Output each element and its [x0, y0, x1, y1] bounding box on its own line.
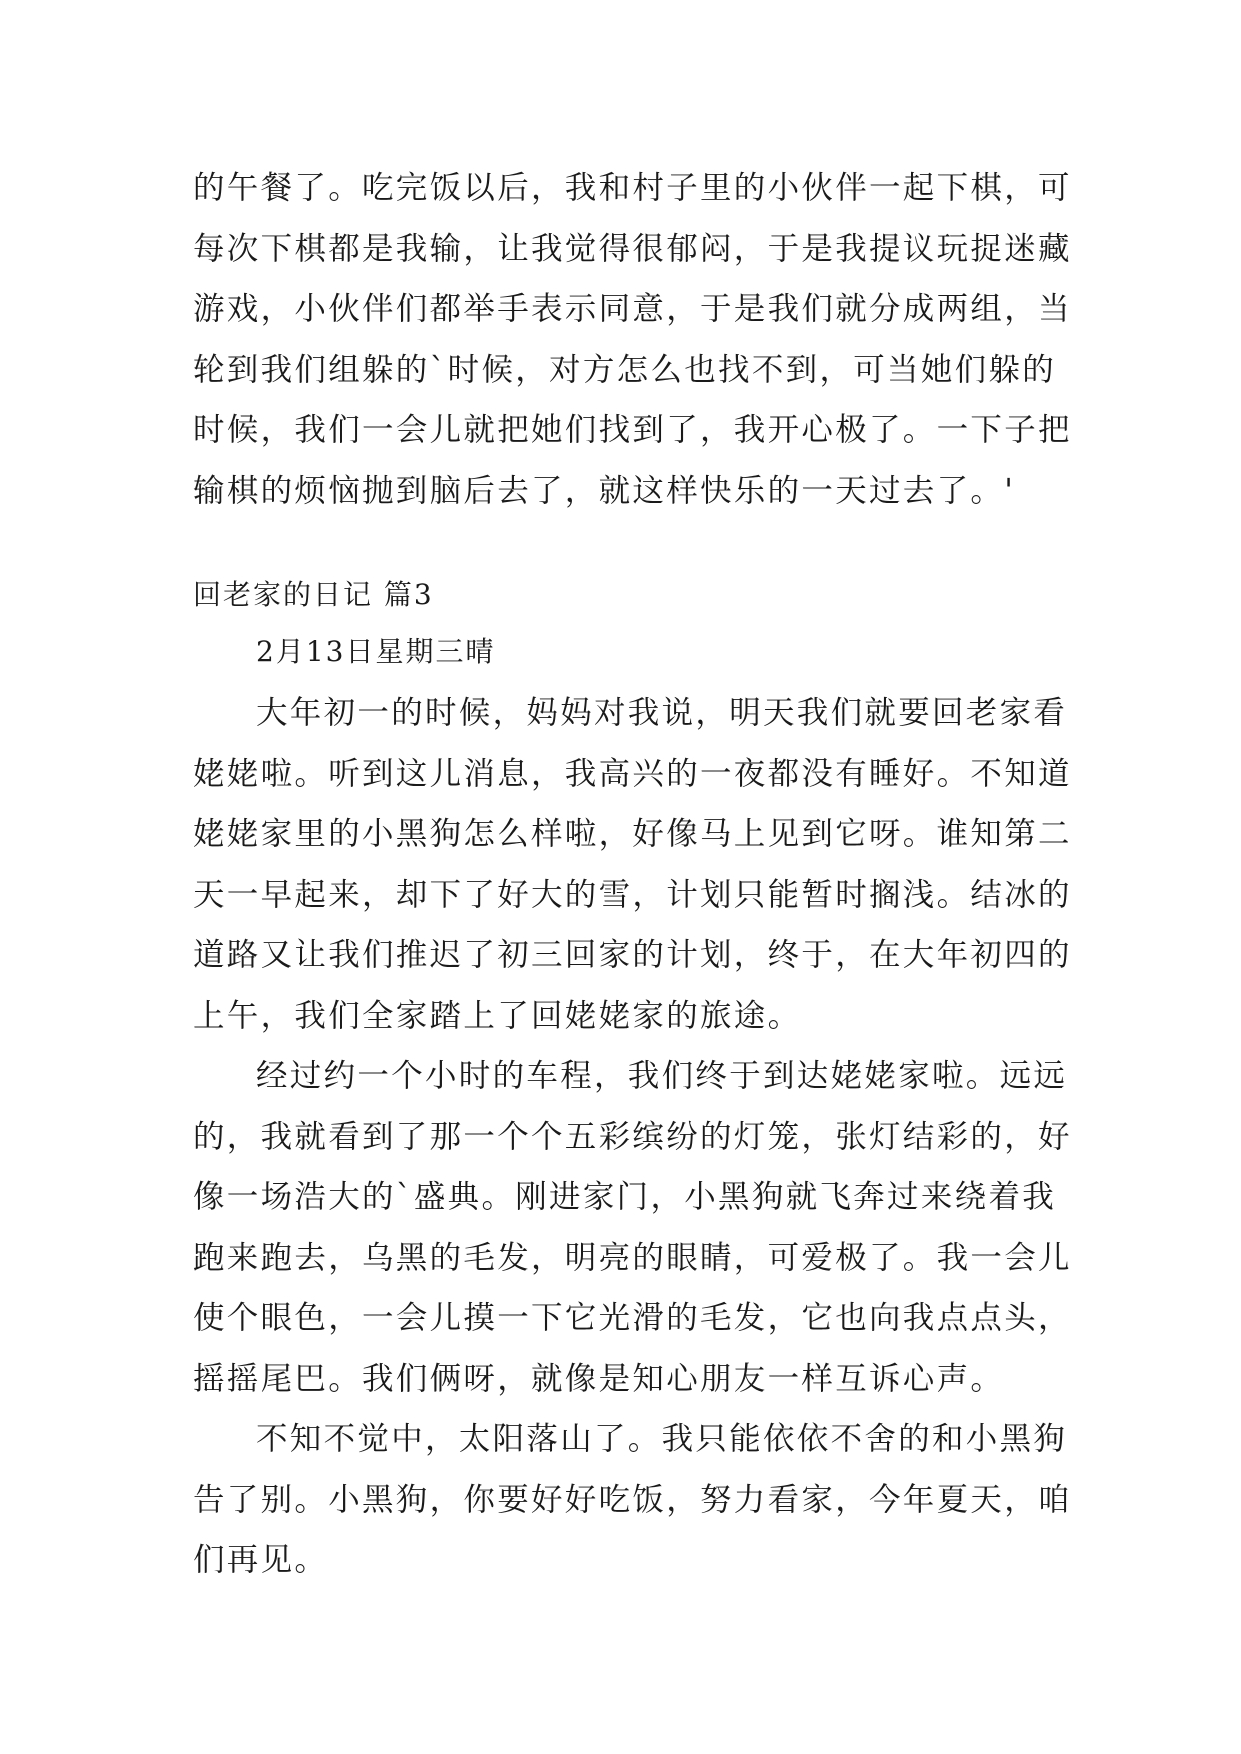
- paragraph-line: 像一场浩大的`盛典。刚进家门，小黑狗就飞奔过来绕着我: [193, 1179, 1057, 1215]
- paragraph-line: 跑来跑去，乌黑的毛发，明亮的眼睛，可爱极了。我一会儿: [193, 1239, 1072, 1276]
- paragraph-line: 时候，我们一会儿就把她们找到了，我开心极了。一下子把: [193, 412, 1072, 448]
- top-paragraph: [193, 158, 1073, 521]
- paragraph-line: 天一早起来，却下了好大的雪，计划只能暂时搁浅。结冰的: [193, 876, 1072, 913]
- paragraph-line: 游戏，小伙伴们都举手表示同意，于是我们就分成两组，当: [193, 291, 1072, 327]
- paragraph-line: 姥姥啦。听到这儿消息，我高兴的一夜都没有睡好。不知道: [193, 755, 1072, 792]
- diary-date: 2月13日星期三晴: [256, 635, 496, 668]
- paragraph-line: 的，我就看到了那一个个五彩缤纷的灯笼，张灯结彩的，好: [193, 1118, 1072, 1155]
- paragraph-line: 的午餐了。吃完饭以后，我和村子里的小伙伴一起下棋，可: [193, 170, 1072, 206]
- paragraph-line: 不知不觉中，太阳落山了。我只能依依不舍的和小黑狗: [256, 1421, 1068, 1457]
- paragraph-line: 们再见。: [193, 1542, 329, 1578]
- paragraph-line: 输棋的烦恼抛到脑后去了，就这样快乐的一天过去了。': [193, 472, 1016, 509]
- paragraph-line: 使个眼色，一会儿摸一下它光滑的毛发，它也向我点点头，: [193, 1300, 1072, 1336]
- paragraph-line: 道路又让我们推迟了初三回家的计划，终于，在大年初四的: [193, 937, 1072, 973]
- paragraph-line: 轮到我们组躲的`时候，对方怎么也找不到，可当她们躲的: [193, 351, 1057, 388]
- paragraph-line: 大年初一的时候，妈妈对我说，明天我们就要回老家看: [256, 695, 1068, 731]
- paragraph-line: 姥姥家里的小黑狗怎么样啦，好像马上见到它呀。谁知第二: [193, 816, 1072, 852]
- paragraph-line: 经过约一个小时的车程，我们终于到达姥姥家啦。远远: [256, 1058, 1068, 1094]
- section-title: 回老家的日记 篇3: [193, 578, 434, 611]
- paragraph-line: 告了别。小黑狗，你要好好吃饭，努力看家，今年夏天，咱: [193, 1481, 1072, 1518]
- diary-body: [193, 683, 1073, 1591]
- paragraph-line: 每次下棋都是我输，让我觉得很郁闷，于是我提议玩捉迷藏: [193, 230, 1072, 267]
- paragraph-line: 摇摇尾巴。我们俩呀，就像是知心朋友一样互诉心声。: [193, 1360, 1005, 1397]
- paragraph-line: 上午，我们全家踏上了回姥姥家的旅途。: [193, 997, 802, 1034]
